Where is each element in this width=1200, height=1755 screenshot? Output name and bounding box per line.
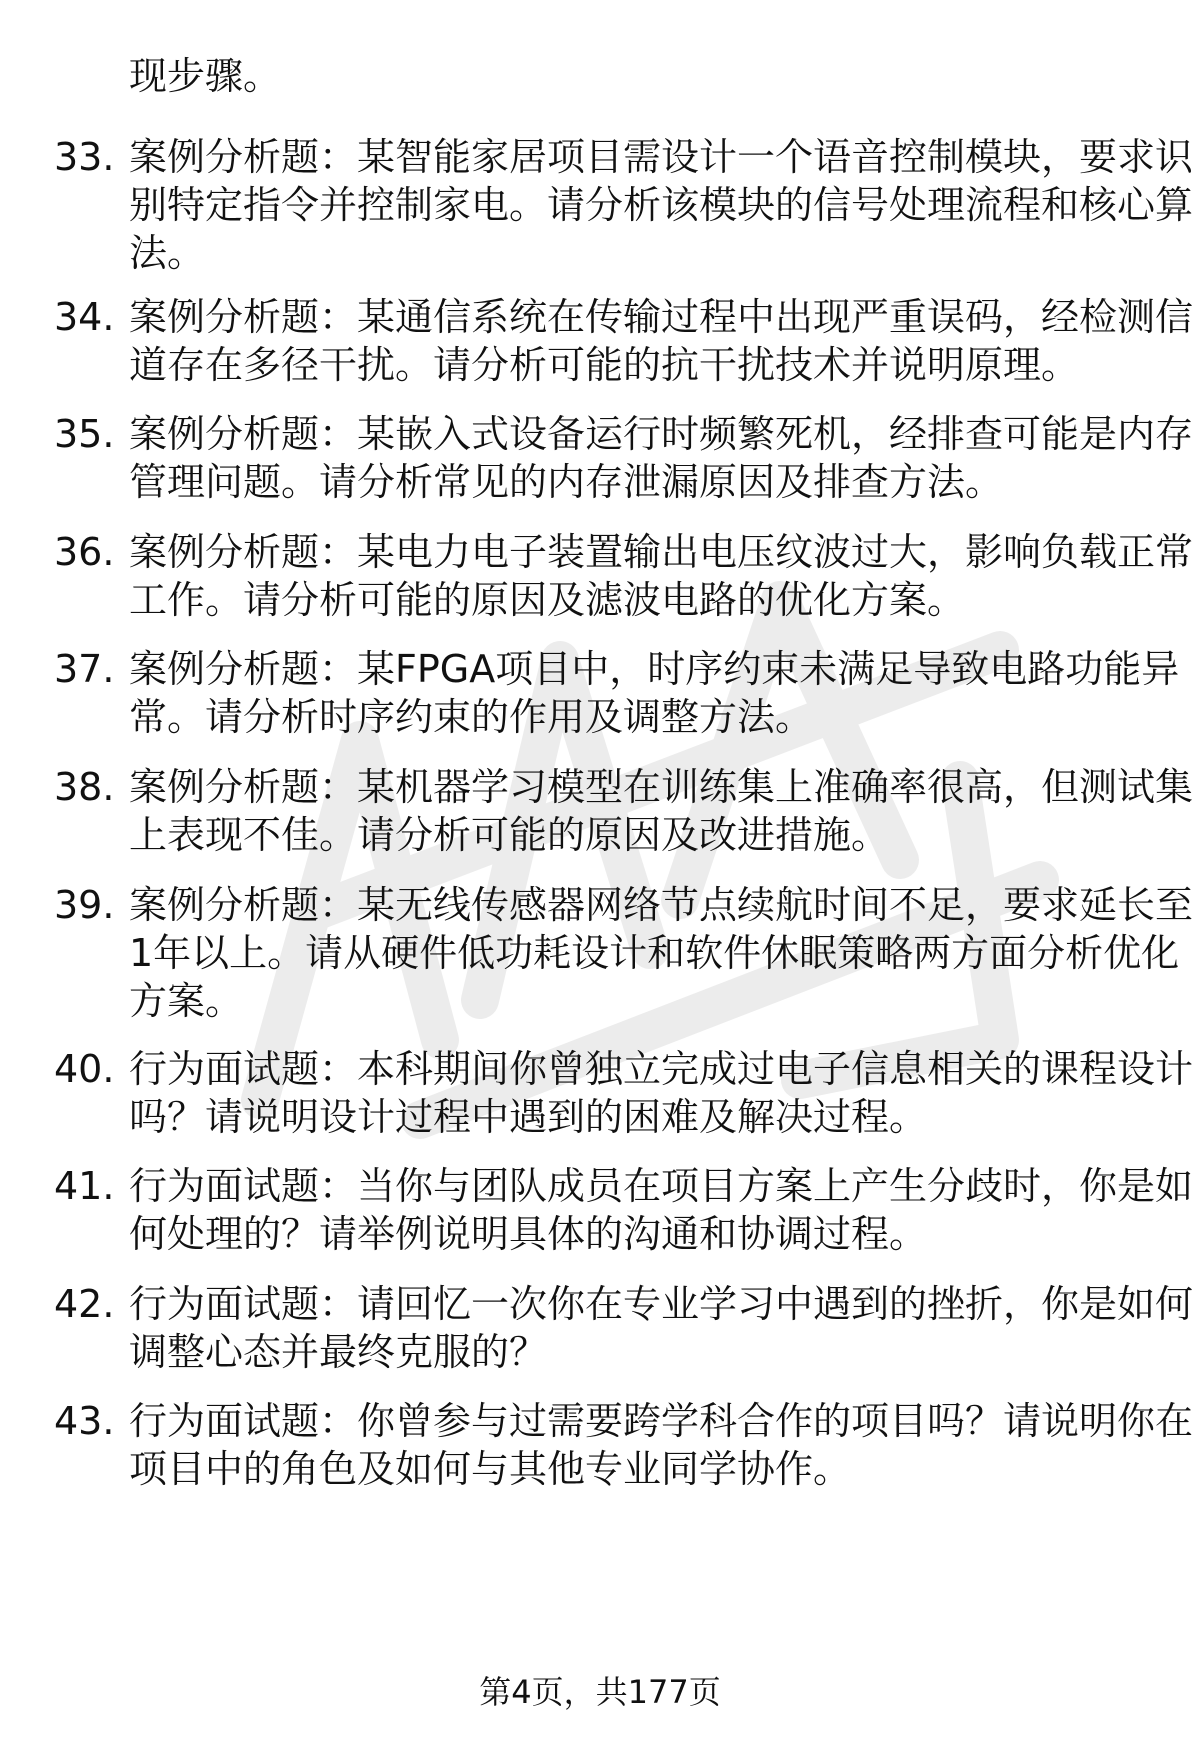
item-number: 37. [54, 647, 115, 691]
item-number: 38. [54, 765, 115, 809]
page-number-footer: 第4页，共177页 [479, 1673, 721, 1711]
item-text: 行为面试题：本科期间你曾独立完成过电子信息相关的课程设计吗？请说明设计过程中遇到的困难及解决过程。 [129, 1047, 1194, 1139]
item-number: 36. [54, 530, 115, 574]
item-number: 40. [54, 1047, 115, 1091]
item-text: 案例分析题：某嵌入式设备运行时频繁死机，经排查可能是内存管理问题。请分析常见的内存泄漏原因及排查方法。 [129, 412, 1194, 504]
item-number: 42. [54, 1282, 115, 1326]
item-text: 行为面试题：请回忆一次你在专业学习中遇到的挫折，你是如何调整心态并最终克服的？ [129, 1282, 1194, 1374]
item-text: 行为面试题：当你与团队成员在项目方案上产生分歧时，你是如何处理的？请举例说明具体的沟通和协调过程。 [129, 1164, 1194, 1256]
item-text: 案例分析题：某智能家居项目需设计一个语音控制模块，要求识别特定指令并控制家电。请分析该模块的信号处理流程和核心算法。 [129, 135, 1194, 275]
item-text: 案例分析题：某无线传感器网络节点续航时间不足，要求延长至1年以上。请从硬件低功耗设计和软件休眠策略两方面分析优化方案。 [129, 883, 1194, 1023]
item-number: 41. [54, 1164, 115, 1208]
item-text: 行为面试题：你曾参与过需要跨学科合作的项目吗？请说明你在项目中的角色及如何与其他专业同学协作。 [129, 1399, 1194, 1491]
item-text: 现步骤。 [129, 54, 282, 98]
item-text: 案例分析题：某电力电子装置输出电压纹波过大，影响负载正常工作。请分析可能的原因及滤波电路的优化方案。 [129, 530, 1194, 622]
item-text: 案例分析题：某通信系统在传输过程中出现严重误码，经检测信道存在多径干扰。请分析可能的抗干扰技术并说明原理。 [129, 295, 1194, 387]
item-number: 33. [54, 135, 115, 179]
item-number: 34. [54, 295, 115, 339]
item-text: 案例分析题：某机器学习模型在训练集上准确率很高，但测试集上表现不佳。请分析可能的原因及改进措施。 [129, 765, 1194, 857]
item-number: 43. [54, 1399, 115, 1443]
item-number: 39. [54, 883, 115, 927]
item-number: 35. [54, 412, 115, 456]
item-text: 案例分析题：某FPGA项目中，时序约束未满足导致电路功能异常。请分析时序约束的作用及调整方法。 [129, 647, 1180, 739]
